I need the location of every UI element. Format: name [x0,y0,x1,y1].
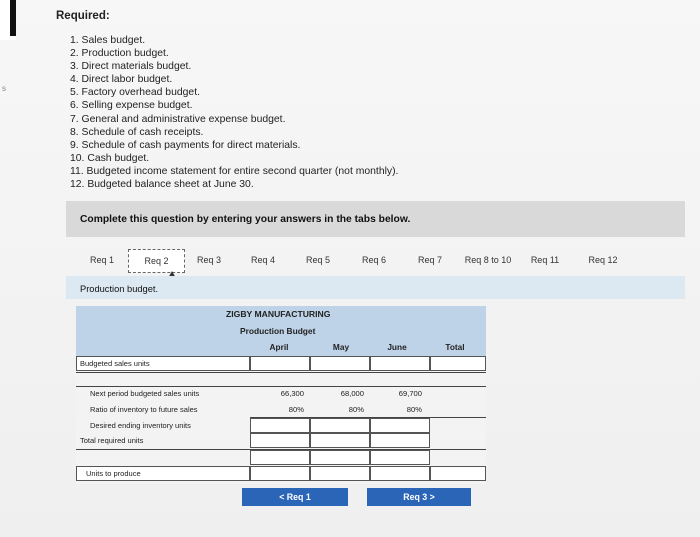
table-title: Production Budget [240,326,316,336]
row-label-desired-ending: Desired ending inventory units [90,421,191,430]
requirement-item: 9. Schedule of cash payments for direct materials. [70,139,301,151]
desired-ending-april-input[interactable] [250,418,310,433]
ratio-april: 80% [288,405,304,414]
tab-req-8-to-10[interactable]: Req 8 to 10 [464,255,512,265]
requirement-item: 3. Direct materials budget. [70,61,192,73]
instruction-text: Complete this question by entering your answers in the tabs below. [80,214,411,225]
next-period-may: 68,000 [340,389,364,398]
total-required-april-input[interactable] [250,433,310,448]
required-heading: Required: [56,10,110,22]
column-april: April [269,342,289,352]
budgeted-sales-total-input[interactable] [430,356,486,371]
total-required-june-input[interactable] [370,433,430,448]
row-label-total-required: Total required units [80,436,144,445]
requirement-item: 7. General and administrative expense budget. [70,113,286,125]
next-period-april: 66,300 [280,389,304,398]
tab-req-2[interactable]: Req 2 [128,249,185,273]
tab-req-1[interactable]: Req 1 [89,255,115,265]
requirement-item: 5. Factory overhead budget. [70,87,200,99]
column-total: Total [445,342,465,352]
requirements-list [70,34,398,191]
margin-mark: s [2,84,6,93]
blank-may-input[interactable] [310,450,370,465]
blank-june-input[interactable] [370,450,430,465]
requirement-item: 2. Production budget. [70,48,169,60]
tab-req-7[interactable]: Req 7 [417,255,443,265]
budgeted-sales-may-input[interactable] [310,356,370,371]
desired-ending-may-input[interactable] [310,418,370,433]
units-to-produce-june-input[interactable] [370,466,430,481]
tab-req-4[interactable]: Req 4 [250,255,276,265]
requirement-item: 12. Budgeted balance sheet at June 30. [70,179,254,191]
table-header [76,306,486,356]
next-req-button[interactable]: Req 3 > [367,488,471,506]
row-label-units-to-produce: Units to produce [86,469,141,478]
requirement-item: 11. Budgeted income statement for entire second quarter (not monthly). [70,165,399,177]
column-june: June [387,342,407,352]
prev-req-button[interactable]: < Req 1 [242,488,348,506]
desired-ending-june-input[interactable] [370,418,430,433]
divider [76,386,486,387]
tab-req-5[interactable]: Req 5 [305,255,331,265]
requirement-item: 6. Selling expense budget. [70,100,193,112]
production-budget-table [76,306,486,484]
budgeted-sales-june-input[interactable] [370,356,430,371]
units-to-produce-april-input[interactable] [250,466,310,481]
requirement-item: 1. Sales budget. [70,35,146,46]
total-required-may-input[interactable] [310,433,370,448]
ratio-june: 80% [406,405,422,414]
column-may: May [332,342,350,352]
left-edge-bar [10,0,16,36]
units-to-produce-total-input[interactable] [430,466,486,481]
tab-req-6[interactable]: Req 6 [361,255,387,265]
tab-req-12[interactable]: Req 12 [588,255,618,265]
left-edge [0,0,16,40]
tab-req-11[interactable]: Req 11 [530,255,560,265]
tab-req-3[interactable]: Req 3 [196,255,222,265]
instruction-bar [66,201,685,237]
requirement-item: 10. Cash budget. [70,152,150,164]
budgeted-sales-april-input[interactable] [250,356,310,371]
section-label: Production budget. [80,284,159,294]
requirement-item: 8. Schedule of cash receipts. [70,126,204,138]
blank-april-input[interactable] [250,450,310,465]
section-bar [66,276,685,299]
units-to-produce-may-input[interactable] [310,466,370,481]
tab-bar [66,245,685,275]
divider [76,372,486,373]
row-label-next-period: Next period budgeted sales units [90,389,200,398]
requirement-item: 4. Direct labor budget. [70,74,173,86]
company-name: ZIGBY MANUFACTURING [226,309,331,319]
row-label-ratio: Ratio of inventory to future sales [90,405,198,414]
next-period-june: 69,700 [398,389,422,398]
row-label-budgeted-sales: Budgeted sales units [80,359,150,368]
ratio-may: 80% [348,405,364,414]
